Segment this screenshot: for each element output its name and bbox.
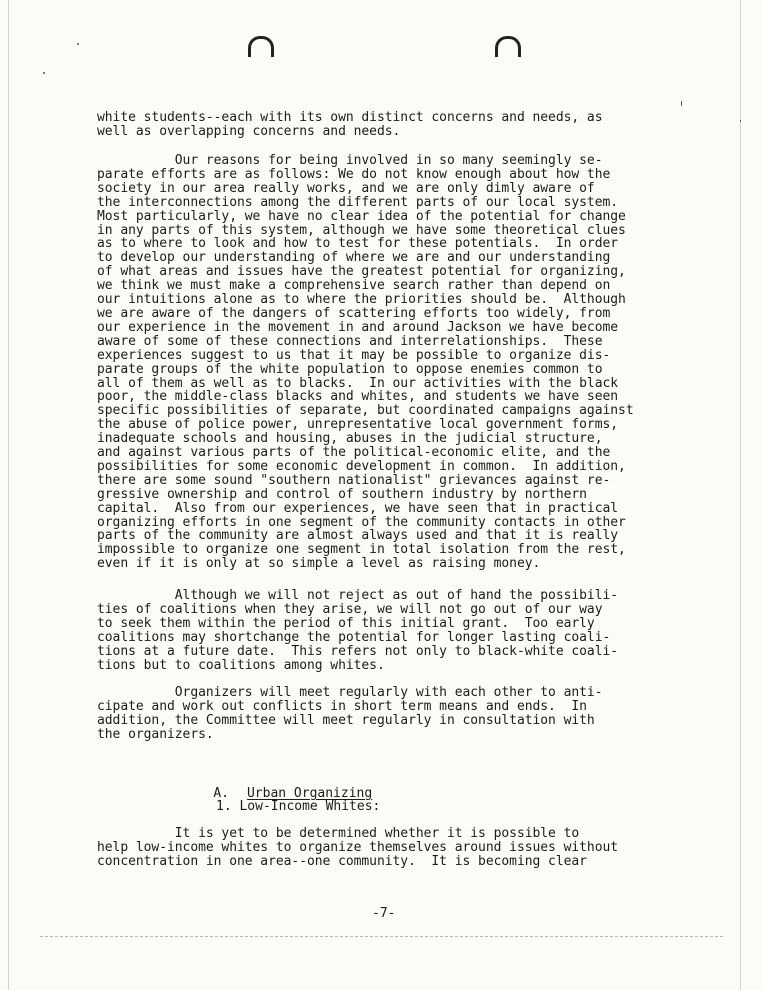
subsection-heading: 1. Low-Income Whites: [216,799,381,814]
paragraph-organizers: Organizers will meet regularly with each other to anti- cipate and work out conflicts in short term means and ends. In addition, the Committee will meet regularly in consultation with the organizers. [97,685,603,742]
page-number: -7- [372,906,396,921]
section-title: Urban Organizing [246,786,373,801]
footer-rule [40,936,723,937]
scan-speck [43,72,45,74]
scan-speck [740,120,741,122]
binder-hole-mark-right [495,36,521,57]
scan-speck [681,101,682,106]
section-letter: A. [213,786,229,801]
paragraph-coalitions: Although we will not reject as out of hand the possibili- ties of coalitions when they arise, we will not go out of our way to seek them within the period of this initial grant. Too early coalitions may shortchange the potential for longer lasting coali- tions at a future date. This refers not only to black-white coali- tions but to coalitions among whites. [97,588,619,673]
paragraph-low-income: It is yet to be determined whether it is possible to help low-income whites to organize themselves around issues without concentration in one area--one community. It is becoming clear [97,826,619,869]
paragraph-reasons: Our reasons for being involved in so many seemingly se- parate efforts are as follows: We do not know enough about how the society in our area really works, and we are only dimly aware of the interconnections among the different parts of our local system. Most particularly, we have no clear idea of the potential for change in any parts of this system, although we have some theoretical clues as to where to look and how to test for these potentials. In order to develop our understanding of where we are and our understanding of what areas and issues have the greatest potential for organizing, we think we must make a comprehensive search rather than depend on our intuitions alone as to where the priorities should be. Although we are aware of the dangers of scattering efforts too widely, from our experience in the movement in and around Jackson we have become aware of some of these connections and interrelationships. These experiences suggest to us that it may be possible to organize dis- parate groups of the white population to oppose enemies common to all of them as well as to blacks. In our activities with the black poor, the middle-class blacks and whites, and students we have seen specific possibilities of separate, but coordinated campaigns against the abuse of police power, unrepresentative local government forms, inadequate schools and housing, abuses in the judicial structure, and against various parts of the political-economic elite, and the possibilities for some economic development in common. In addition, there are some sound "southern nationalist" grievances against re- gressive ownership and control of southern industry by northern capital. Also from our experiences, we have seen that in practical organizing efforts in one segment of the community contacts in other parts of the community are almost always used and that it is really impossible to organize one segment in total isolation from the rest, even if it is only at so simple a level as raising money. [97,153,634,572]
scan-right-edge [740,0,741,990]
paragraph-continued: white students--each with its own distinct concerns and needs, as well as overlapping concerns and needs. [97,110,603,139]
scan-left-edge [8,0,9,990]
binder-hole-mark-left [248,36,274,57]
scan-speck [77,43,79,45]
